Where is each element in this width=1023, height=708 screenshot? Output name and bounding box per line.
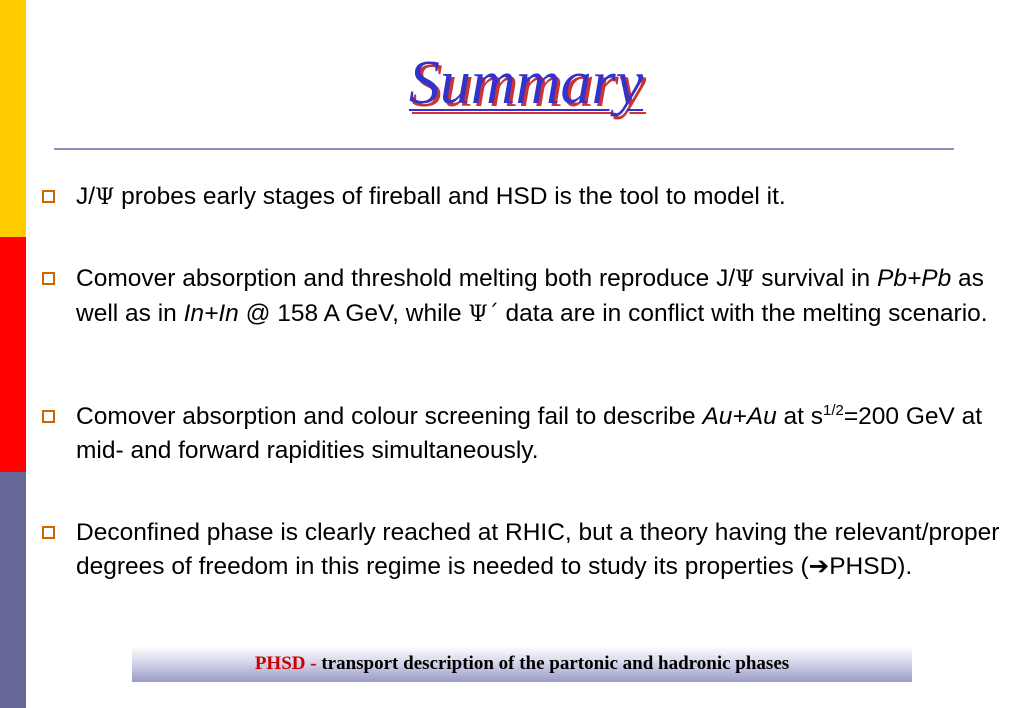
bullet-3-text-a: Comover absorption and colour screening fail to describe <box>76 403 703 430</box>
square-bullet-icon <box>42 190 55 203</box>
footer-banner <box>132 646 912 682</box>
bullet-text-4 <box>76 516 1013 584</box>
bullet-2-text-b: survival in <box>754 265 877 292</box>
square-bullet-icon <box>42 526 55 539</box>
exponent-superscript: 1/2 <box>823 402 844 419</box>
square-bullet-icon <box>42 410 55 423</box>
collision-system-pbpb: Pb+Pb <box>877 265 952 292</box>
square-bullet-icon <box>42 272 55 285</box>
bullet-text-2 <box>76 262 1013 332</box>
bullet-2-text-e: data are in conflict with the melting scenario. <box>498 300 988 327</box>
psi-symbol: Ψ <box>95 185 115 210</box>
side-bar-slate <box>0 472 26 708</box>
footer-description: transport description of the partonic and hadronic phases <box>321 653 790 674</box>
bullet-4-text-b: PHSD). <box>829 553 913 580</box>
footer-lead-label: PHSD - <box>254 653 322 674</box>
bullet-3-text-b: at s <box>776 403 823 430</box>
bullet-text-1 <box>76 180 1013 215</box>
bullet-2-text-a: Comover absorption and threshold melting both reproduce J/ <box>76 265 736 292</box>
bullet-1-text-a: J/ <box>76 183 96 210</box>
psi-symbol: Ψ <box>735 267 755 292</box>
bullet-1-text-b: probes early stages of fireball and HSD is the tool to model it. <box>114 183 786 210</box>
bullet-2-text-c: as well as in <box>76 265 984 327</box>
side-bar-red <box>0 237 26 472</box>
psi-prime-symbol: Ψ´ <box>468 302 499 327</box>
collision-system-inin: In+In <box>183 300 239 327</box>
title-divider <box>54 148 954 150</box>
right-arrow-icon: ➔ <box>808 553 830 580</box>
bullet-2-text-d: @ 158 A GeV, while <box>238 300 469 327</box>
bullet-3-text-c: =200 GeV at mid- and forward rapidities simultaneously. <box>76 403 983 464</box>
bullet-4-text-a: Deconfined phase is clearly reached at RHIC, but a theory having the relevant/proper degrees of freedom in this regime is needed to study its properties ( <box>76 519 1000 580</box>
bullet-text-3 <box>76 400 1013 468</box>
side-bar-yellow <box>0 0 26 237</box>
collision-system-auau: Au+Au <box>702 403 777 430</box>
slide-title: Summary <box>408 49 644 117</box>
